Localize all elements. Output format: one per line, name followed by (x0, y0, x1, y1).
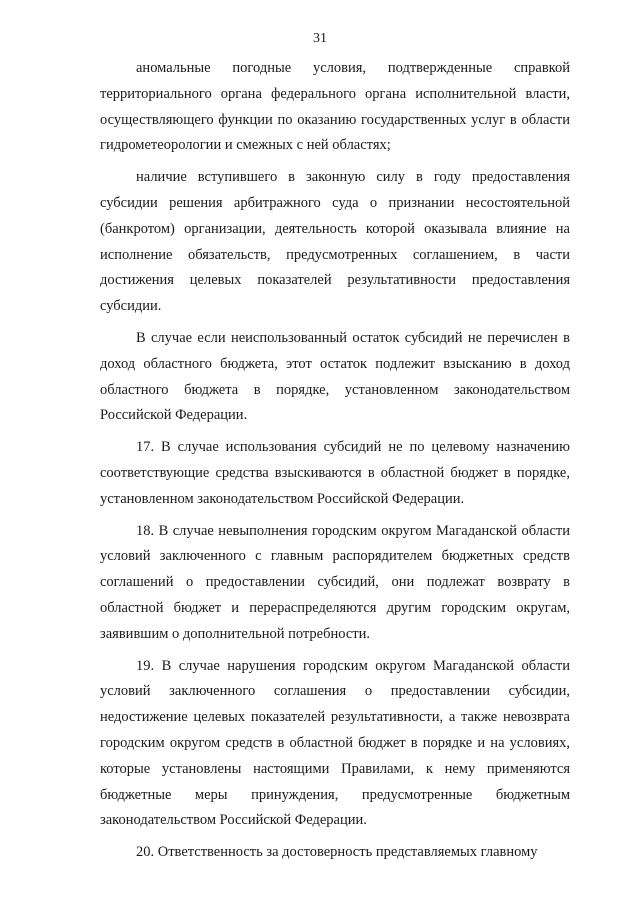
paragraph-20: 20. Ответственность за достоверность представляемых главному (136, 844, 538, 861)
paragraph-weather-conditions: аномальные погодные условия, подтвержденные справкой территориального органа федерального органа исполнительной власти, осуществляющего функции по оказанию государственных услуг в области гидрометеорологии и смежных с ней областях; (100, 60, 570, 154)
document-body (100, 56, 570, 872)
paragraph-17: 17. В случае использования субсидий не по целевому назначению соответствующие средства взыскиваются в областной бюджет в порядке, установленном законодательством Российской Федерации. (100, 439, 570, 507)
paragraph-19: 19. В случае нарушения городским округом Магаданской области условий заключенного соглашения о предоставлении субсидии, недостижение целевых показателей результативности, а также невозврата городским округом средств в областной бюджет в порядке и на условиях, которые установлены настоящими Правилами, к нему применяются бюджетные меры принуждения, предусмотренные бюджетным законодательством Российской Федерации. (100, 657, 570, 829)
paragraph-bankruptcy: наличие вступившего в законную силу в году предоставления субсидии решения арбитражного суда о признании несостоятельной (банкротом) организации, деятельность которой оказывала влияние на исполнение обязательств, предусмотренных соглашением, в части достижения целевых показателей результативности предоставления субсидии. (100, 169, 570, 315)
page-number: 31 (313, 31, 327, 46)
paragraph-18: 18. В случае невыполнения городским округом Магаданской области условий заключенного с главным распорядителем бюджетных средств соглашений о предоставлении субсидий, они подлежат возврату в областной бюджет и перераспределяются другим городским округам, заявившим о дополнительной потребности. (100, 522, 570, 642)
paragraph-unused-balance: В случае если неиспользованный остаток субсидий не перечислен в доход областного бюджета, этот остаток подлежит взысканию в доход областного бюджета в порядке, установленном законодательством Российской Федерации. (100, 329, 570, 424)
